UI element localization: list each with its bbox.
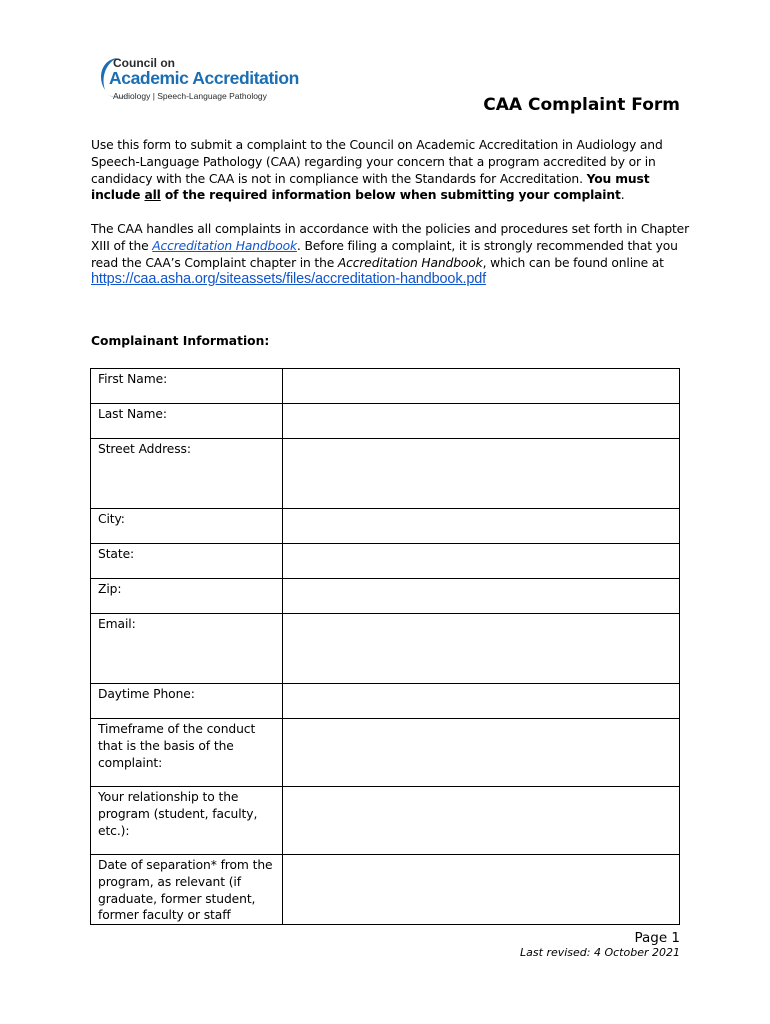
field-label: City: — [91, 509, 283, 544]
state-field[interactable] — [283, 544, 680, 579]
field-label: Your relationship to the program (student, faculty, etc.): — [91, 787, 283, 855]
table-row — [91, 369, 680, 404]
last-revised: Last revised: 4 October 2021 — [520, 946, 680, 959]
policy-text-2: . Before filing a complaint, it is strongly recommended that you read the CAA’s Complaint chapter in the — [91, 238, 678, 270]
table-row — [91, 719, 680, 787]
intro-bold-all: all — [144, 188, 161, 203]
table-row — [91, 787, 680, 855]
timeframe-field[interactable] — [283, 719, 680, 787]
field-label: State: — [91, 544, 283, 579]
logo-line-council: Council on — [113, 56, 175, 70]
table-row — [91, 439, 680, 509]
intro-paragraph — [91, 137, 691, 204]
first-name-field[interactable] — [283, 369, 680, 404]
complainant-table — [90, 368, 680, 925]
table-row — [91, 614, 680, 684]
street-address-field[interactable] — [283, 439, 680, 509]
table-row — [91, 509, 680, 544]
policy-paragraph — [91, 221, 691, 288]
field-label: Timeframe of the conduct that is the basis of the complaint: — [91, 719, 283, 787]
zip-field[interactable] — [283, 579, 680, 614]
field-label: Daytime Phone: — [91, 684, 283, 719]
intro-text: Use this form to submit a complaint to the Council on Academic Accreditation in Audiology and Speech-Language Pathology (CAA) regarding your concern that a program accredited by or in candidacy with the CAA is not in compliance with the Standards for Accreditation. — [91, 138, 663, 186]
field-label: First Name: — [91, 369, 283, 404]
handbook-italic: Accreditation Handbook — [337, 255, 483, 270]
field-label: Date of separation* from the program, as relevant (if graduate, former student, former faculty or staff — [91, 855, 283, 925]
daytime-phone-field[interactable] — [283, 684, 680, 719]
table-row — [91, 579, 680, 614]
intro-bold-suffix: of the required information below when submitting your complaint — [160, 188, 621, 203]
intro-bold-prefix: You must include — [91, 171, 650, 203]
policy-text-3: , which can be found online at — [482, 255, 664, 270]
city-field[interactable] — [283, 509, 680, 544]
table-row — [91, 544, 680, 579]
separation-date-field[interactable] — [283, 855, 680, 925]
logo-line-academic: Academic Accreditation — [109, 68, 299, 88]
handbook-link[interactable]: Accreditation Handbook — [152, 238, 297, 253]
last-name-field[interactable] — [283, 404, 680, 439]
handbook-url-link[interactable]: https://caa.asha.org/siteassets/files/accreditation-handbook.pdf — [91, 271, 487, 288]
field-label: Last Name: — [91, 404, 283, 439]
field-label: Email: — [91, 614, 283, 684]
email-field[interactable] — [283, 614, 680, 684]
field-label: Zip: — [91, 579, 283, 614]
relationship-field[interactable] — [283, 787, 680, 855]
logo-line-disciplines: Audiology | Speech-Language Pathology — [113, 91, 267, 101]
policy-text-1: The CAA handles all complaints in accordance with the policies and procedures set forth in Chapter XIII of the — [91, 222, 689, 253]
field-label: Street Address: — [91, 439, 283, 509]
intro-end: . — [620, 188, 625, 203]
caa-logo — [95, 54, 315, 106]
page-number: Page 1 — [634, 930, 680, 946]
section-title: Complainant Information: — [91, 334, 270, 348]
table-row — [91, 855, 680, 925]
table-row — [91, 684, 680, 719]
table-row — [91, 404, 680, 439]
page-title: CAA Complaint Form — [483, 95, 680, 115]
